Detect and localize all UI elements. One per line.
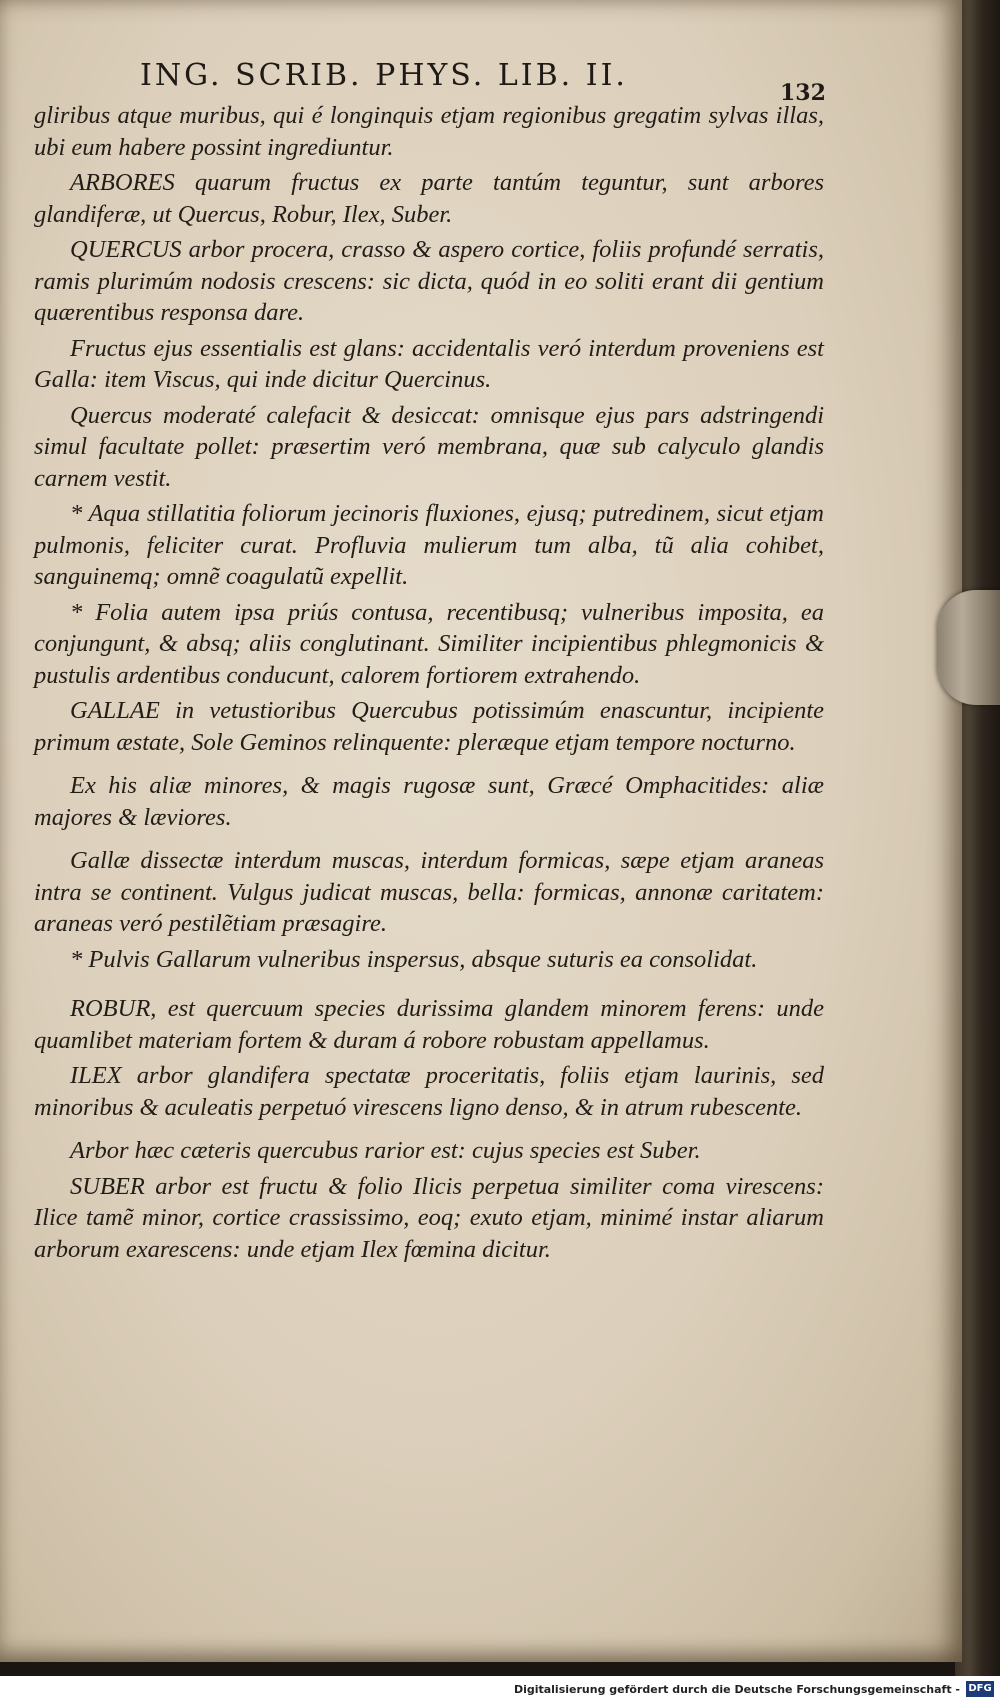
dfg-logo: DFG — [966, 1681, 994, 1697]
paragraph-gallae: GALLAE in vetustioribus Quercubus potissimúm enascuntur, incipiente primum æstate, Sole Geminos relinquente: pleræque etjam tempore nocturno. — [34, 697, 824, 756]
paragraph-aqua-stillatitia: * Aqua stillatitia foliorum jecinoris fluxiones, ejusq; putredinem, sicut etjam pulmonis, feliciter curat. Profluvia mulierum tum alba, tũ alia cohibet, sanguinemq; omnẽ coagulatũ expellit. — [34, 500, 824, 590]
paragraph-quercus-virtues: Quercus moderaté calefacit & desiccat: omnisque ejus pars adstringendi simul facultate pollet: præsertim veró membrana, quæ sub calyculo glandis carnem vestit. — [34, 401, 824, 492]
body-text — [34, 100, 824, 1265]
paragraph-suber: SUBER arbor est fructu & folio Ilicis perpetua similiter coma virescens: Ilice tamẽ minor, cortice crassissimo, eoq; exuto etjam, minimé instar aliarum arborum exarescens: unde etjam Ilex fœmina dicitur. — [34, 1172, 824, 1263]
paragraph-ilex: ILEX arbor glandifera spectatæ proceritatis, foliis etjam laurinis, sed minoribus & aculeatis perpetuó virescens ligno denso, & in atrum rubescente. — [34, 1062, 824, 1121]
funding-note: Digitalisierung gefördert durch die Deutsche Forschungsgemeinschaft - — [513, 1683, 960, 1696]
paragraph-gallae-dissectae: Gallæ dissectæ interdum muscas, interdum formicas, sæpe etjam araneas intra se continent. Vulgus judicat muscas, bella: formicas, annonæ caritatem: araneas veró pestilẽtiam præsagire. — [34, 847, 824, 937]
digitization-footer — [0, 1676, 1000, 1704]
paragraph-quercus: QUERCUS arbor procera, crasso & aspero cortice, foliis profundé serratis, ramis plurimúm nodosis crescens: sic dicta, quód in eo soliti erant dii gentium quærentibus responsa dare. — [34, 236, 824, 326]
paragraph-glires: gliribus atque muribus, qui é longinquis etjam regionibus gregatim sylvas illas, ubi eum habere possint ingrediuntur. — [34, 102, 824, 161]
paragraph-arbores: ARBORES quarum fructus ex parte tantúm teguntur, sunt arbores glandiferæ, ut Quercus, Robur, Ilex, Suber. — [34, 169, 824, 228]
paragraph-robur: ROBUR, est quercuum species durissima glandem minorem ferens: unde quamlibet materiam fortem & duram á robore robustam appellamus. — [34, 995, 824, 1054]
page-number: 132 — [780, 80, 826, 106]
running-title: ING. SCRIB. PHYS. LIB. II. — [140, 58, 628, 93]
paragraph-omphacitides: Ex his aliæ minores, & magis rugosæ sunt, Græcé Omphacitides: aliæ majores & læviores. — [34, 772, 824, 831]
paragraph-arbor-haec: Arbor hæc cæteris quercubus rarior est: cujus species est Suber. — [70, 1137, 701, 1164]
paragraph-folia: * Folia autem ipsa priús contusa, recentibusq; vulneribus imposita, ea conjungunt, & absq; aliis conglutinant. Similiter incipientibus phlegmonicis & pustulis ardentibus conducunt, calorem fortiorem extrahendo. — [34, 598, 824, 689]
book-clasp — [938, 590, 1000, 705]
paragraph-pulvis: * Pulvis Gallarum vulneribus inspersus, absque suturis ea consolidat. — [70, 945, 758, 973]
paragraph-fructus: Fructus ejus essentialis est glans: accidentalis veró interdum proveniens est Galla: item Viscus, qui inde dicitur Quercinus. — [34, 334, 824, 393]
